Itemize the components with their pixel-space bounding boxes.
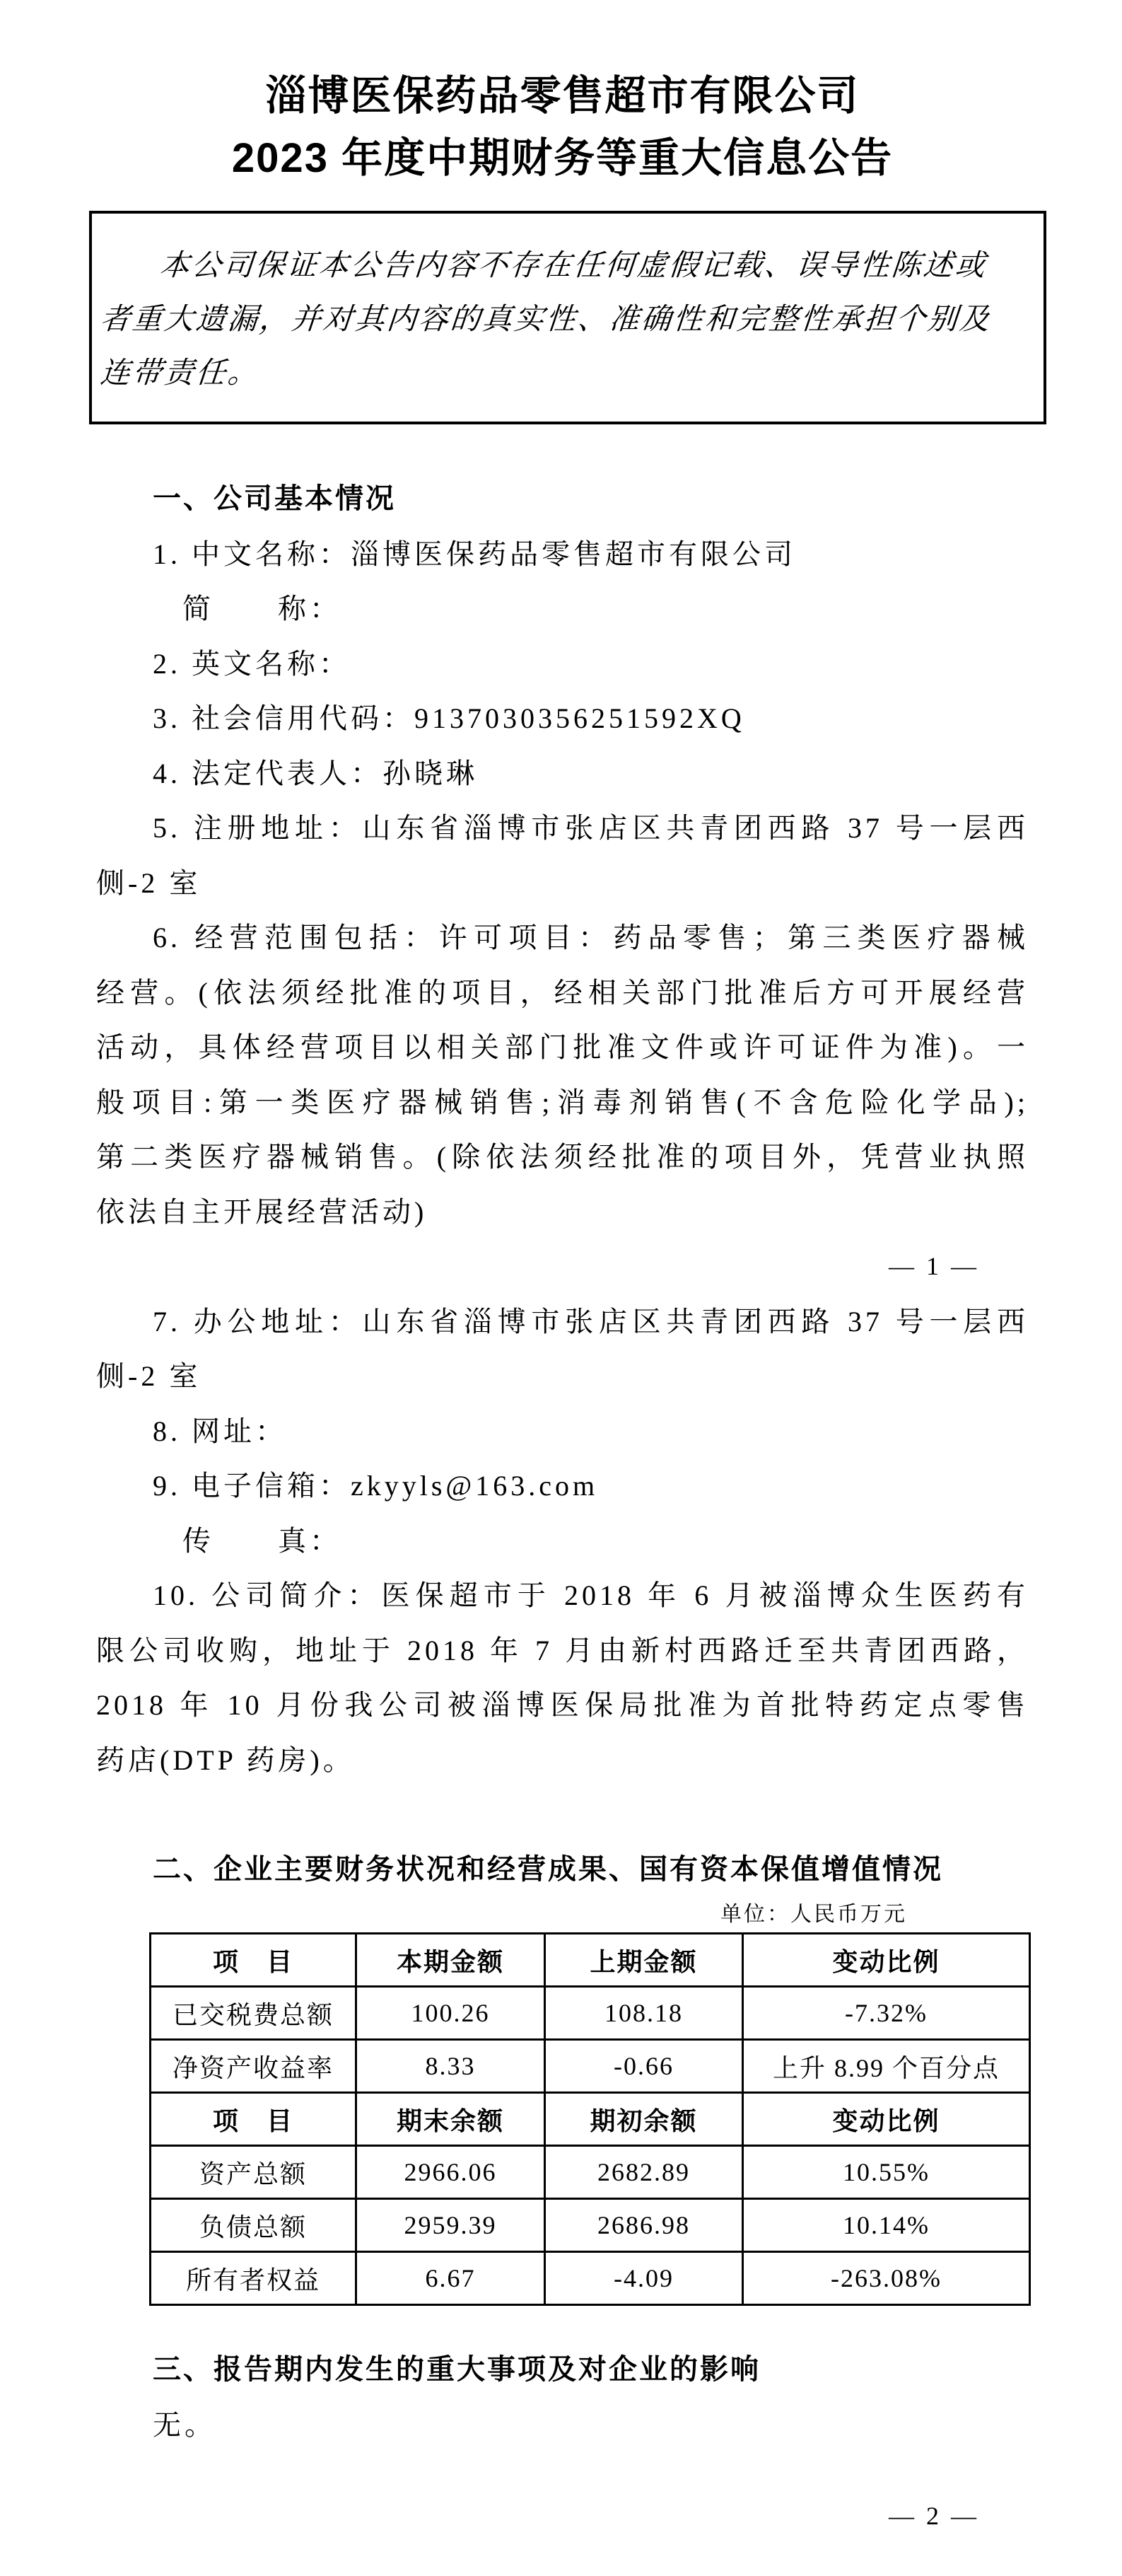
body-line: 侧-2 室 bbox=[96, 866, 201, 899]
table-cell: 2966.06 bbox=[356, 2146, 545, 2199]
table-header-cell: 变动比例 bbox=[743, 2093, 1030, 2146]
section-heading-2: 二、企业主要财务状况和经营成果、国有资本保值增值情况 bbox=[153, 1853, 943, 1885]
table-cell: 6.67 bbox=[356, 2252, 545, 2305]
table-header-cell: 期末余额 bbox=[356, 2093, 545, 2146]
section3-body: 无。 bbox=[153, 2408, 216, 2441]
table-row bbox=[151, 2146, 1030, 2199]
table-cell: 资产总额 bbox=[151, 2146, 356, 2199]
body-line: 侧-2 室 bbox=[96, 1360, 201, 1392]
document-body bbox=[96, 472, 1029, 2544]
page-number-2: — 2 — bbox=[889, 2502, 979, 2530]
table-header-cell: 项 目 bbox=[151, 2093, 356, 2146]
body-line: 经营。(依法须经批准的项目，经相关部门批准后方可开展经营 bbox=[96, 976, 1029, 1009]
body-line: 般项目:第一类医疗器械销售;消毒剂销售(不含危险化学品); bbox=[96, 1086, 1029, 1118]
disclaimer-box bbox=[89, 211, 1046, 424]
disclaimer-line: 连带责任。 bbox=[98, 357, 262, 390]
unit-note: 单位：人民币万元 bbox=[720, 1903, 907, 1926]
disclaimer-line: 本公司保证本公告内容不存在任何虚假记载、误导性陈述或 bbox=[158, 250, 989, 282]
body-line: 7. 办公地址：山东省淄博市张店区共青团西路 37 号一层西 bbox=[153, 1305, 1029, 1338]
table-header-cell: 项 目 bbox=[151, 1934, 356, 1987]
table-row bbox=[151, 2252, 1030, 2305]
table-cell: -7.32% bbox=[743, 1987, 1030, 2040]
table-header-row bbox=[151, 1934, 1030, 1987]
body-line: 6. 经营范围包括：许可项目：药品零售；第三类医疗器械 bbox=[153, 922, 1029, 953]
table-cell: 108.18 bbox=[545, 1987, 743, 2040]
table-row bbox=[151, 2199, 1030, 2252]
page-title-line-1: 淄博医保药品零售超市有限公司 bbox=[265, 73, 860, 119]
page-number-1: — 1 — bbox=[889, 1252, 979, 1280]
section-heading-1: 一、公司基本情况 bbox=[153, 483, 396, 514]
body-line: 1. 中文名称：淄博医保药品零售超市有限公司 bbox=[153, 538, 796, 570]
body-line: 8. 网址： bbox=[153, 1415, 287, 1447]
table-row bbox=[151, 2040, 1030, 2093]
disclaimer-line: 者重大遗漏，并对其内容的真实性、准确性和完整性承担个别及 bbox=[98, 303, 993, 336]
table-row bbox=[151, 1987, 1030, 2040]
financial-table bbox=[149, 1932, 1031, 2306]
body-line: 依法自主开展经营活动) bbox=[96, 1195, 428, 1228]
table-cell: 8.33 bbox=[356, 2040, 545, 2093]
page-title-line-2: 2023 年度中期财务等重大信息公告 bbox=[231, 135, 894, 181]
table-cell: 2959.39 bbox=[356, 2199, 545, 2252]
body-line: 活动，具体经营项目以相关部门批准文件或许可证件为准)。一 bbox=[96, 1031, 1029, 1063]
body-line: 9. 电子信箱：zkyyls@163.com bbox=[153, 1470, 599, 1502]
table-header-cell: 本期金额 bbox=[356, 1934, 545, 1987]
table-cell: -0.66 bbox=[545, 2040, 743, 2093]
body-line: 限公司收购，地址于 2018 年 7 月由新村西路迁至共青团西路， bbox=[96, 1634, 1029, 1666]
table-header-cell: 上期金额 bbox=[545, 1934, 743, 1987]
table-cell: 2686.98 bbox=[545, 2199, 743, 2252]
table-cell: 净资产收益率 bbox=[151, 2040, 356, 2093]
body-line: 第二类医疗器械销售。(除依法须经批准的项目外，凭营业执照 bbox=[96, 1141, 1029, 1173]
body-line: 4. 法定代表人：孙晓琳 bbox=[153, 757, 478, 789]
body-line: 简 称： bbox=[182, 593, 341, 625]
table-cell: 2682.89 bbox=[545, 2146, 743, 2199]
body-line: 传 真： bbox=[182, 1524, 341, 1557]
body-line: 药店(DTP 药房)。 bbox=[96, 1744, 355, 1776]
blank-line bbox=[96, 1787, 1029, 1843]
table-header-cell: 变动比例 bbox=[743, 1934, 1030, 1987]
body-line: 10. 公司简介：医保超市于 2018 年 6 月被淄博众生医药有 bbox=[153, 1579, 1029, 1611]
table-cell: 已交税费总额 bbox=[151, 1987, 356, 2040]
table-cell: 上升 8.99 个百分点 bbox=[743, 2040, 1030, 2093]
table-cell: 负债总额 bbox=[151, 2199, 356, 2252]
body-line: 5. 注册地址：山东省淄博市张店区共青团西路 37 号一层西 bbox=[153, 812, 1029, 844]
table-cell: 100.26 bbox=[356, 1987, 545, 2040]
body-line: 2018 年 10 月份我公司被淄博医保局批准为首批特药定点零售 bbox=[96, 1689, 1029, 1721]
table-header-row bbox=[151, 2093, 1030, 2146]
section-heading-3: 三、报告期内发生的重大事项及对企业的影响 bbox=[153, 2354, 761, 2385]
table-cell: 10.14% bbox=[743, 2199, 1030, 2252]
body-line: 3. 社会信用代码：9137030356251592XQ bbox=[153, 702, 745, 734]
table-cell: 所有者权益 bbox=[151, 2252, 356, 2305]
table-cell: -4.09 bbox=[545, 2252, 743, 2305]
table-cell: 10.55% bbox=[743, 2146, 1030, 2199]
table-header-cell: 期初余额 bbox=[545, 2093, 743, 2146]
table-cell: -263.08% bbox=[743, 2252, 1030, 2305]
body-line: 2. 英文名称： bbox=[153, 647, 351, 680]
